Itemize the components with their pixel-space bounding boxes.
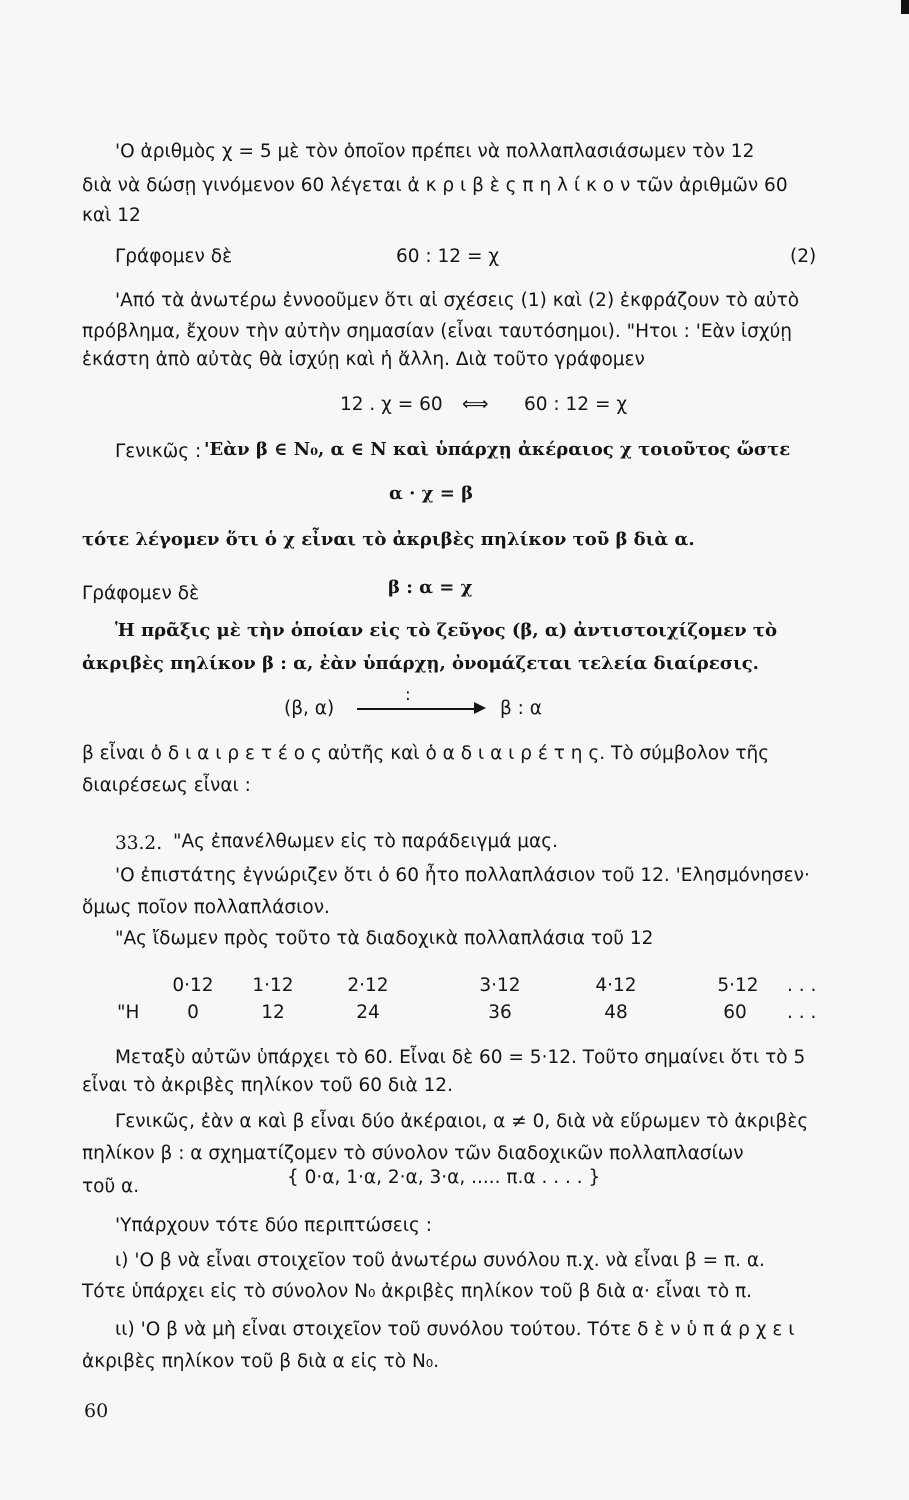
table-product: 0·12 xyxy=(172,975,214,996)
table-value: 36 xyxy=(488,1002,512,1023)
intro-line-3: καὶ 12 xyxy=(82,205,141,226)
general-line-1: Γενικῶς, ἐὰν α καὶ β εἶναι δύο ἀκέραιοι, α ≠ 0, διὰ νὰ εὕρωμεν τὸ ἀκριβὲς xyxy=(115,1111,809,1132)
section-line-4: "Ας ἴδωμεν πρὸς τοῦτο τὰ διαδοχικὰ πολλαπλάσια τοῦ 12 xyxy=(115,928,654,949)
table-product: 3·12 xyxy=(479,975,521,996)
table-value: 24 xyxy=(356,1002,380,1023)
equiv-line-1: 'Από τὰ ἀνωτέρω ἐννοοῦμεν ὅτι αἱ σχέσεις (1) καὶ (2) ἐκφράζουν τὸ αὐτὸ xyxy=(115,290,800,311)
section-line-1: "Ας ἐπανέλθωμεν εἰς τὸ παράδειγμά μας. xyxy=(173,831,558,852)
cases-intro: 'Υπάρχουν τότε δύο περιπτώσεις : xyxy=(115,1215,432,1236)
case-2-line-1: ιι) 'Ο β νὰ μὴ εἶναι στοιχεῖον τοῦ συνόλου τούτου. Τότε δ ὲ ν ὑ π ά ρ χ ε ι xyxy=(115,1319,795,1340)
page-edge-mark xyxy=(901,0,909,14)
generally-label: Γενικῶς : xyxy=(115,441,202,462)
terms-line-1: β εἶναι ὁ δ ι α ι ρ ε τ έ ο ς αὐτῆς καὶ ὁ α δ ι α ι ρ έ τ η ς. Τὸ σύμβολον τῆς xyxy=(82,743,770,764)
table-value: 12 xyxy=(261,1002,285,1023)
table-row-label: "Η xyxy=(117,1002,140,1023)
table-product: 4·12 xyxy=(595,975,637,996)
multiples-set: { 0·α, 1·α, 2·α, 3·α, ..... π.α . . . . } xyxy=(287,1167,601,1188)
table-ellipsis: . . . xyxy=(787,975,817,996)
eq2-expression: 60 : 12 = χ xyxy=(396,246,500,267)
eq2-label: Γράφομεν δὲ xyxy=(115,246,233,267)
case-1-line-2: Τότε ὑπάρχει εἰς τὸ σύνολον N₀ ἀκριβὲς πηλίκον τοῦ β διὰ α· εἶναι τὸ π. xyxy=(82,1281,753,1302)
table-value: 60 xyxy=(723,1002,747,1023)
section-line-3: ὅμως ποῖον πολλαπλάσιον. xyxy=(82,897,330,918)
case-2-line-2: ἀκριβὲς πηλίκον τοῦ β διὰ α εἰς τὸ N₀. xyxy=(82,1351,440,1372)
general-line-2: πηλίκον β : α σχηματίζομεν τὸ σύνολον τῶν διαδοχικῶν πολλαπλασίων xyxy=(82,1143,744,1164)
table-product: 5·12 xyxy=(717,975,759,996)
page-number: 60 xyxy=(84,1400,109,1422)
table-value: 0 xyxy=(187,1002,199,1023)
arrow-head-icon xyxy=(474,702,486,714)
table-product: 1·12 xyxy=(252,975,294,996)
arrow-shaft xyxy=(357,708,477,710)
section-number: 33.2. xyxy=(115,833,163,854)
definition-line-2: ἀκριβὲς πηλίκον β : α, ἐὰν ὑπάρχῃ, ὀνομάζεται τελεία διαίρεσις. xyxy=(82,653,759,674)
general-line-3: τοῦ α. xyxy=(82,1176,140,1197)
generally-condition: 'Εὰν β ∈ N₀, α ∈ N καὶ ὑπάρχῃ ἀκέραιος χ τοιοῦτος ὥστε xyxy=(204,439,791,460)
terms-line-2: διαιρέσεως εἶναι : xyxy=(82,775,251,796)
mapping-result: β : α xyxy=(500,698,542,719)
between-line-2: εἶναι τὸ ἀκριβὲς πηλίκον τοῦ 60 διὰ 12. xyxy=(82,1075,453,1096)
equivalence-right: 60 : 12 = χ xyxy=(524,394,628,415)
between-line-1: Μεταξὺ αὐτῶν ὑπάρχει τὸ 60. Εἶναι δὲ 60 = 5·12. Τοῦτο σημαίνει ὅτι τὸ 5 xyxy=(115,1047,806,1068)
table-product: 2·12 xyxy=(347,975,389,996)
section-line-2: 'Ο ἐπιστάτης ἐγνώριζεν ὅτι ὁ 60 ἦτο πολλαπλάσιον τοῦ 12. 'Ελησμόνησεν· xyxy=(115,865,810,886)
generally-formula: α · χ = β xyxy=(389,483,474,504)
table-value: 48 xyxy=(604,1002,628,1023)
eq-beta-expression: β : α = χ xyxy=(388,577,473,598)
mapping-pair: (β, α) xyxy=(284,698,335,719)
mapping-arrow xyxy=(0,685,909,725)
case-1-line-1: ι) 'Ο β νὰ εἶναι στοιχεῖον τοῦ ἀνωτέρω συνόλου π.χ. νὰ εἶναι β = π. α. xyxy=(115,1250,765,1271)
intro-line-1: 'Ο ἀριθμὸς χ = 5 μὲ τὸν ὁποῖον πρέπει νὰ πολλαπλασιάσωμεν τὸν 12 xyxy=(115,141,755,162)
generally-conclusion: τότε λέγομεν ὅτι ὁ χ εἶναι τὸ ἀκριβὲς πηλίκον τοῦ β διὰ α. xyxy=(82,529,695,550)
intro-line-2: διὰ νὰ δώσῃ γινόμενον 60 λέγεται ἀ κ ρ ι β ὲ ς π η λ ί κ ο ν τῶν ἀριθμῶν 60 xyxy=(82,175,788,196)
definition-line-1: Ἡ πρᾶξις μὲ τὴν ὁποίαν εἰς τὸ ζεῦγος (β, α) ἀντιστοιχίζομεν τὸ xyxy=(115,620,777,641)
mapping-operator: : xyxy=(405,685,411,705)
equivalence-left: 12 . χ = 60 xyxy=(340,394,443,415)
equiv-line-2: πρόβλημα, ἔχουν τὴν αὐτὴν σημασίαν (εἶναι ταυτόσημοι). "Ητοι : 'Εὰν ἰσχύῃ xyxy=(82,321,793,342)
eq2-tag: (2) xyxy=(790,246,817,267)
eq-beta-label: Γράφομεν δὲ xyxy=(82,583,200,604)
equivalence-symbol: ⟺ xyxy=(462,394,489,415)
equiv-line-3: ἑκάστη ἀπὸ αὐτὰς θὰ ἰσχύῃ καὶ ἡ ἄλλη. Διὰ τοῦτο γράφομεν xyxy=(82,349,645,370)
table-ellipsis: . . . xyxy=(787,1002,817,1023)
